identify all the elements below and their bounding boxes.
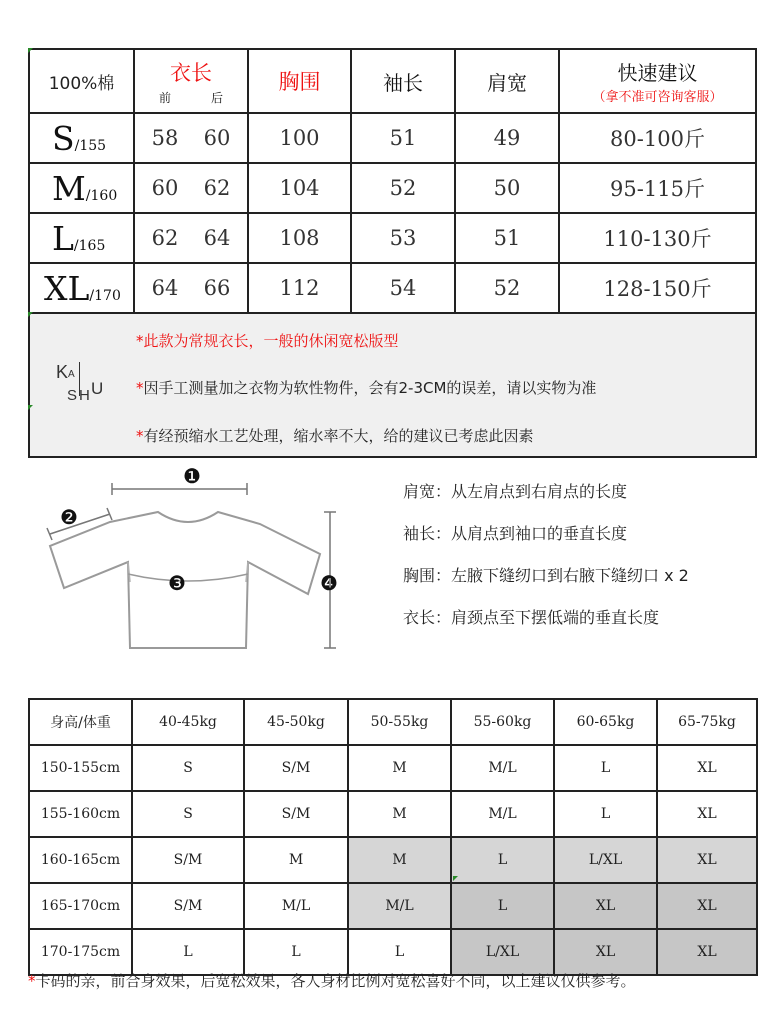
shoulder-value: 49 <box>455 113 559 163</box>
recommend-cell: M <box>348 837 451 883</box>
recommend-cell: M/L <box>451 791 554 837</box>
material-cell: 100%棉 <box>29 49 134 113</box>
recommend-cell: S/M <box>244 791 348 837</box>
length-back-label: 后 <box>210 90 223 105</box>
chest-header-label: 胸围 <box>278 70 321 94</box>
recommend-cell: XL <box>657 837 757 883</box>
size-letter: L <box>52 218 74 258</box>
recommend-cell: S/M <box>132 883 244 929</box>
size-letter: M <box>52 168 86 208</box>
length-front-value: 62 <box>151 226 179 250</box>
size-chart-header-row <box>29 49 756 113</box>
shoulder-value: 52 <box>455 263 559 313</box>
chest-header <box>248 49 351 113</box>
suggest-header-note: （拿不准可咨询客服） <box>592 90 723 105</box>
sleeve-value: 51 <box>351 113 455 163</box>
length-front-label: 前 <box>158 90 171 105</box>
recommend-cell: M/L <box>451 745 554 791</box>
recommend-cell: XL <box>554 929 657 975</box>
tshirt-diagram-svg <box>30 462 380 662</box>
chest-value: 112 <box>248 263 351 313</box>
shoulder-header <box>455 49 559 113</box>
legend-length: 衣长：肩颈点至下摆低端的垂直长度 <box>403 608 660 627</box>
recommend-cell: M/L <box>348 883 451 929</box>
recommend-corner: 身高/体重 <box>29 699 132 745</box>
legend-sleeve: 袖长：从肩点到袖口的垂直长度 <box>403 524 628 543</box>
size-row <box>29 263 756 313</box>
marker-1: ❶ <box>183 464 201 488</box>
weight-header: 50-55kg <box>348 699 451 745</box>
notes-row <box>29 313 756 457</box>
size-letter: S <box>52 118 75 158</box>
weight-suggest-value: 110-130斤 <box>559 213 756 263</box>
size-letter: XL <box>44 268 90 308</box>
size-recommend-table <box>28 698 758 976</box>
marker-2: ❷ <box>60 505 78 529</box>
recommend-cell: L <box>554 791 657 837</box>
recommend-cell: S <box>132 791 244 837</box>
length-header <box>134 49 248 113</box>
footer-star: * <box>28 972 36 990</box>
height-label: 160-165cm <box>29 837 132 883</box>
size-label-cell <box>29 163 134 213</box>
corner-tick <box>28 312 33 317</box>
recommend-cell: L <box>244 929 348 975</box>
weight-suggest-value: 128-150斤 <box>559 263 756 313</box>
legend-shoulder: 肩宽：从左肩点到右肩点的长度 <box>403 482 628 501</box>
logo-letter: U <box>91 379 104 398</box>
weight-suggest-value: 95-115斤 <box>559 163 756 213</box>
marker-3: ❸ <box>168 571 186 595</box>
shoulder-value: 50 <box>455 163 559 213</box>
size-label-cell <box>29 113 134 163</box>
sleeve-value: 52 <box>351 163 455 213</box>
footer-text: 卡码的亲，前合身效果，后宽松效果，各人身材比例对宽松喜好不同，以上建议仅供参考。 <box>35 972 636 990</box>
weight-header: 55-60kg <box>451 699 554 745</box>
size-label-cell <box>29 263 134 313</box>
recommend-row <box>29 791 757 837</box>
footer-disclaimer <box>28 970 636 991</box>
height-label: 150-155cm <box>29 745 132 791</box>
recommend-cell: S <box>132 745 244 791</box>
note-text: 因手工测量加之衣物为软性物件，会有2-3CM的误差，请以实物为准 <box>143 379 597 397</box>
recommend-cell: XL <box>657 745 757 791</box>
length-back-value: 60 <box>203 126 231 150</box>
recommend-cell: XL <box>554 883 657 929</box>
length-front-value: 64 <box>151 276 179 300</box>
weight-suggest-value: 80-100斤 <box>559 113 756 163</box>
corner-tick <box>28 405 33 410</box>
recommend-cell: L <box>451 837 554 883</box>
chest-value: 104 <box>248 163 351 213</box>
length-cell <box>134 263 248 313</box>
marker-4: ❹ <box>320 571 338 595</box>
recommend-cell: L <box>132 929 244 975</box>
recommend-cell: S/M <box>244 745 348 791</box>
size-label-cell <box>29 213 134 263</box>
sleeve-header-label: 袖长 <box>383 70 423 95</box>
size-height: /170 <box>89 287 121 304</box>
suggest-header <box>559 49 756 113</box>
length-back-value: 66 <box>203 276 231 300</box>
sleeve-header <box>351 49 455 113</box>
recommend-header-row <box>29 699 757 745</box>
length-front-value: 58 <box>151 126 179 150</box>
note-preshrunk <box>136 425 534 446</box>
recommend-row <box>29 883 757 929</box>
logo-letter: S <box>67 387 78 404</box>
recommend-cell: L <box>451 883 554 929</box>
sleeve-value: 54 <box>351 263 455 313</box>
weight-header: 40-45kg <box>132 699 244 745</box>
recommend-cell: L <box>554 745 657 791</box>
length-back-value: 64 <box>203 226 231 250</box>
length-cell <box>134 213 248 263</box>
measurement-legend <box>403 478 689 646</box>
recommend-cell: M <box>244 837 348 883</box>
corner-tick <box>28 48 33 53</box>
size-height: /155 <box>74 137 107 154</box>
length-cell <box>134 163 248 213</box>
chest-value: 100 <box>248 113 351 163</box>
logo-letter: H <box>79 387 90 404</box>
measurement-diagram <box>30 462 380 662</box>
shoulder-header-label: 肩宽 <box>487 70 527 95</box>
weight-header: 65-75kg <box>657 699 757 745</box>
corner-tick <box>453 876 458 881</box>
weight-header: 60-65kg <box>554 699 657 745</box>
shoulder-value: 51 <box>455 213 559 263</box>
length-header-label: 衣长 <box>170 60 212 85</box>
logo-letter: K <box>56 362 69 382</box>
logo-letter: A <box>68 369 75 380</box>
size-row <box>29 163 756 213</box>
size-row <box>29 213 756 263</box>
length-front-value: 60 <box>151 176 179 200</box>
size-height: /160 <box>85 187 118 204</box>
recommend-cell: XL <box>657 883 757 929</box>
recommend-cell: L/XL <box>451 929 554 975</box>
legend-chest: 胸围：左腋下缝纫口到右腋下缝纫口 x 2 <box>403 566 689 585</box>
brand-logo <box>56 362 116 412</box>
note-regular-fit: *此款为常规衣长，一般的休闲宽松版型 <box>136 332 399 350</box>
recommend-row <box>29 929 757 975</box>
weight-header: 45-50kg <box>244 699 348 745</box>
length-cell <box>134 113 248 163</box>
note-measure-error <box>136 377 596 398</box>
recommend-cell: M <box>348 745 451 791</box>
recommend-row <box>29 745 757 791</box>
note-text: 有经预缩水工艺处理，缩水率不大，给的建议已考虑此因素 <box>143 427 534 445</box>
size-row <box>29 113 756 163</box>
sleeve-value: 53 <box>351 213 455 263</box>
chest-value: 108 <box>248 213 351 263</box>
recommend-cell: S/M <box>132 837 244 883</box>
recommend-cell: L <box>348 929 451 975</box>
height-label: 165-170cm <box>29 883 132 929</box>
suggest-header-label: 快速建议 <box>617 61 698 85</box>
recommend-cell: XL <box>657 929 757 975</box>
length-back-value: 62 <box>203 176 231 200</box>
recommend-cell: XL <box>657 791 757 837</box>
recommend-row <box>29 837 757 883</box>
recommend-cell: M <box>348 791 451 837</box>
note-star: * <box>136 379 144 397</box>
height-label: 170-175cm <box>29 929 132 975</box>
recommend-cell: M/L <box>244 883 348 929</box>
size-height: /165 <box>73 237 106 254</box>
size-chart-table <box>28 48 757 458</box>
height-label: 155-160cm <box>29 791 132 837</box>
note-star: * <box>136 427 144 445</box>
notes-cell <box>29 313 756 457</box>
recommend-cell: L/XL <box>554 837 657 883</box>
